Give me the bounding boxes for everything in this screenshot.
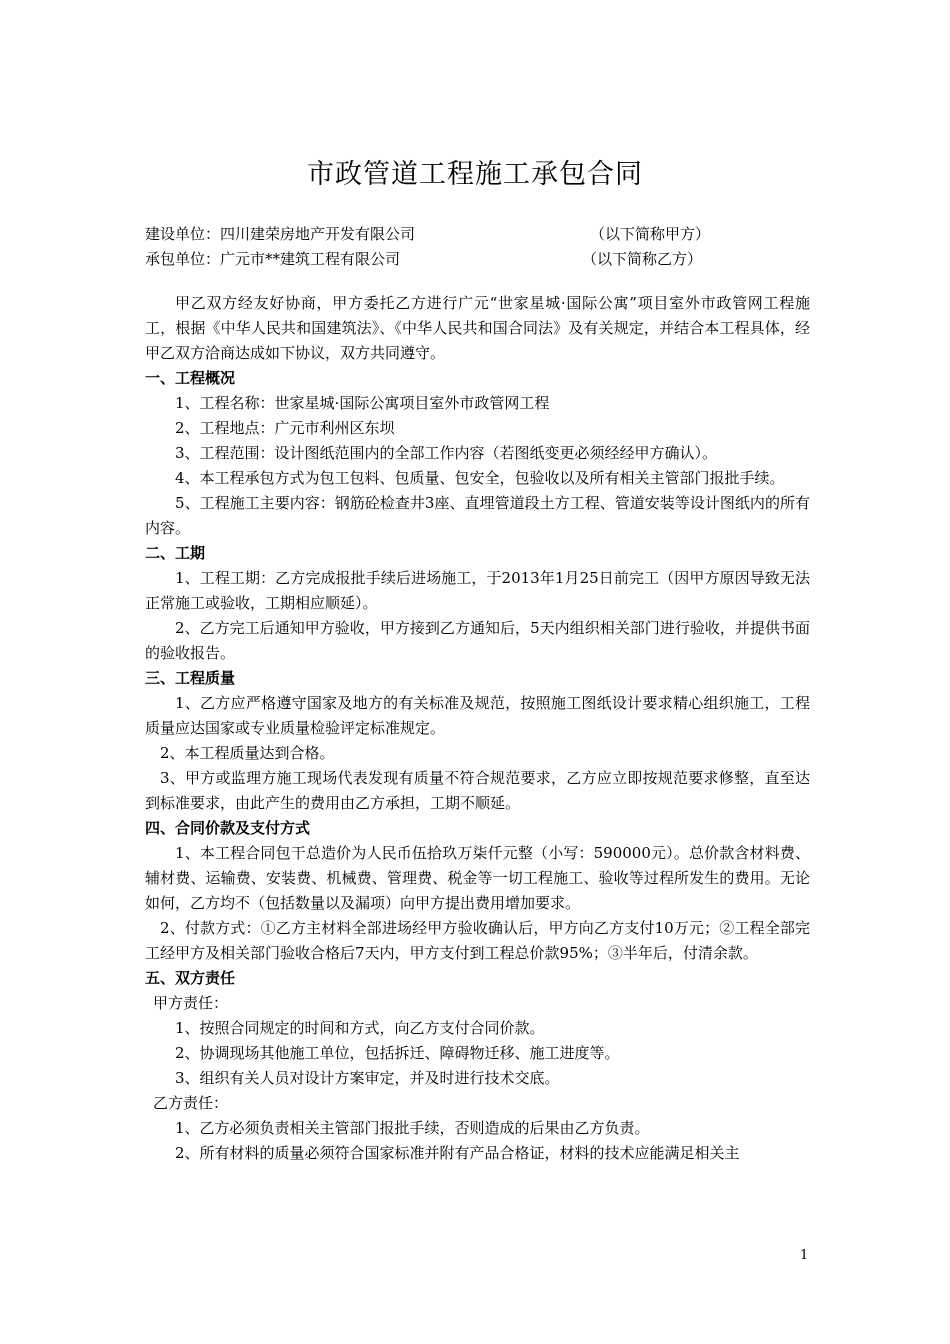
section-4-item-2: 2、付款方式：①乙方主材料全部进场经甲方验收确认后，甲方向乙方支付10万元；②工程全部完工经甲方及相关部门验收合格后7天内，甲方支付到工程总价款95%；③半年后，付清余款。 bbox=[145, 919, 810, 962]
party-a-responsibility-2: 2、协调现场其他施工单位，包括拆迁、障碍物迁移、施工进度等。 bbox=[175, 1044, 620, 1062]
section-3-heading: 三、工程质量 bbox=[145, 669, 236, 687]
section-2-item-2: 2、乙方完工后通知甲方验收，甲方接到乙方通知后，5天内组织相关部门进行验收，并提供书面的验收报告。 bbox=[145, 619, 810, 662]
section-4-item-1: 1、本工程合同包干总造价为人民币伍拾玖万柒仟元整（小写：590000元）。总价款含材料费、辅材费、运输费、安装费、机械费、管理费、税金等一切工程施工、验收等过程所发生的费用。无论如何，乙方均不（包括数量以及漏项）向甲方提出费用增加要求。 bbox=[145, 844, 810, 912]
section-3-item-2: 2、本工程质量达到合格。 bbox=[160, 744, 335, 762]
page-number: 1 bbox=[800, 1248, 809, 1263]
party-b-label: 承包单位：广元市**建筑工程有限公司 bbox=[145, 250, 401, 268]
party-a-responsibility-1: 1、按照合同规定的时间和方式，向乙方支付合同价款。 bbox=[175, 1019, 545, 1037]
intro-paragraph: 甲乙双方经友好协商，甲方委托乙方进行广元“世家星城·国际公寓”项目室外市政管网工程施工，根据《中华人民共和国建筑法》、《中华人民共和国合同法》及有关规定，并结合本工程具体，经甲乙双方洽商达成如下协议，双方共同遵守。 bbox=[145, 294, 810, 362]
section-1-item-5: 5、工程施工主要内容：钢筋砼检查井3座、直埋管道段土方工程、管道安装等设计图纸内的所有内容。 bbox=[145, 494, 810, 537]
section-3-item-3: 3、甲方或监理方施工现场代表发现有质量不符合规范要求，乙方应立即按规范要求修整，直至达到标准要求，由此产生的费用由乙方承担，工期不顺延。 bbox=[145, 769, 810, 812]
section-1-item-4: 4、本工程承包方式为包工包料、包质量、包安全，包验收以及所有相关主管部门报批手续。 bbox=[175, 469, 785, 487]
section-1-item-3: 3、工程范围：设计图纸范围内的全部工作内容（若图纸变更必须经经甲方确认）。 bbox=[175, 444, 718, 462]
party-a-responsibility-3: 3、组织有关人员对设计方案审定，并及时进行技术交底。 bbox=[175, 1069, 560, 1087]
section-1-item-2: 2、工程地点：广元市利州区东坝 bbox=[175, 419, 395, 437]
document-title: 市政管道工程施工承包合同 bbox=[307, 159, 643, 190]
party-a-abbr: （以下简称甲方） bbox=[590, 225, 711, 243]
section-1-item-1: 1、工程名称：世家星城·国际公寓项目室外市政管网工程 bbox=[175, 394, 550, 412]
party-b-responsibility-2: 2、所有材料的质量必须符合国家标准并附有产品合格证，材料的技术应能满足相关主 bbox=[175, 1144, 740, 1162]
party-a-line bbox=[145, 223, 711, 245]
section-4-heading: 四、合同价款及支付方式 bbox=[145, 819, 311, 837]
party-a-label: 建设单位：四川建荣房地产开发有限公司 bbox=[145, 225, 416, 243]
section-3-item-1: 1、乙方应严格遵守国家及地方的有关标准及规范，按照施工图纸设计要求精心组织施工，工程质量应达国家或专业质量检验评定标准规定。 bbox=[145, 694, 810, 737]
section-2-heading: 二、工期 bbox=[145, 544, 206, 562]
contract-body bbox=[145, 291, 810, 1166]
party-b-line bbox=[145, 248, 703, 270]
section-2-item-1: 1、工程工期：乙方完成报批手续后进场施工，于2013年1月25日前完工（因甲方原因导致无法正常施工或验收，工期相应顺延）。 bbox=[145, 569, 810, 612]
section-5-heading: 五、双方责任 bbox=[145, 969, 236, 987]
party-a-responsibility-label: 甲方责任： bbox=[153, 994, 229, 1012]
party-b-responsibility-label: 乙方责任： bbox=[153, 1094, 229, 1112]
party-b-abbr: （以下简称乙方） bbox=[582, 250, 703, 268]
section-1-heading: 一、工程概况 bbox=[145, 369, 236, 387]
party-b-responsibility-1: 1、乙方必须负责相关主管部门报批手续，否则造成的后果由乙方负责。 bbox=[175, 1119, 650, 1137]
